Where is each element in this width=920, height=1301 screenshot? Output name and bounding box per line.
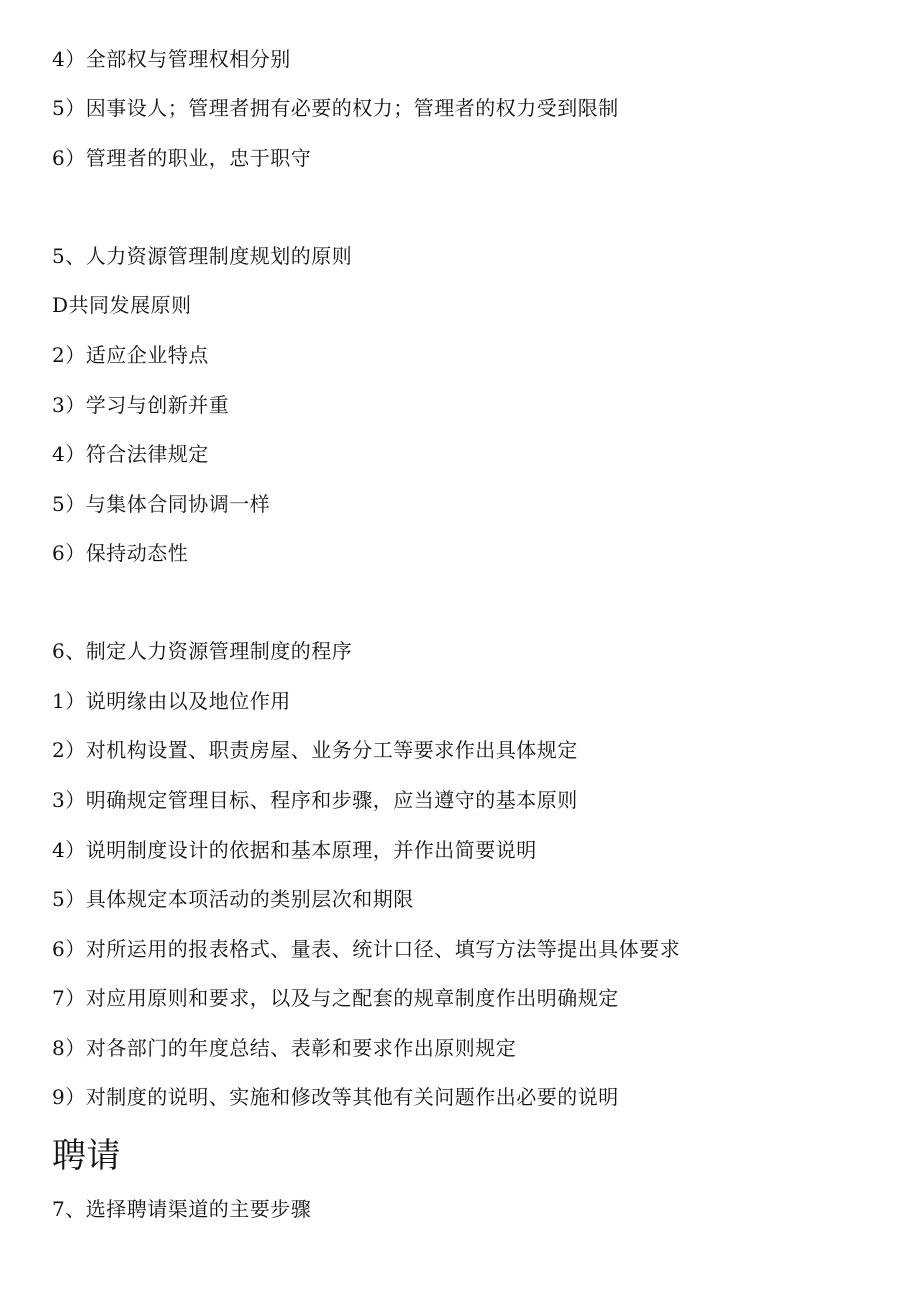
list-item: 2）对机构设置、职责房屋、业务分工等要求作出具体规定 bbox=[52, 738, 578, 762]
list-item: 4）全部权与管理权相分别 bbox=[52, 47, 291, 71]
list-item: 2）适应企业特点 bbox=[52, 343, 209, 367]
list-item: 3）明确规定管理目标、程序和步骤，应当遵守的基本原则 bbox=[52, 788, 578, 812]
section-heading: 7、选择聘请渠道的主要步骤 bbox=[52, 1197, 312, 1221]
chapter-heading: 聘请 bbox=[52, 1136, 121, 1176]
list-item: 8）对各部门的年度总结、表彰和要求作出原则规定 bbox=[52, 1036, 517, 1060]
list-item: 5）因事设人；管理者拥有必要的权力；管理者的权力受到限制 bbox=[52, 96, 619, 120]
list-item: D共同发展原则 bbox=[52, 293, 192, 317]
section-heading: 6、制定人力资源管理制度的程序 bbox=[52, 639, 353, 663]
list-item: 6）管理者的职业，忠于职守 bbox=[52, 146, 312, 170]
list-item: 5）与集体合同协调一样 bbox=[52, 492, 271, 516]
list-item: 9）对制度的说明、实施和修改等其他有关问题作出必要的说明 bbox=[52, 1085, 619, 1109]
list-item: 6）保持动态性 bbox=[52, 541, 189, 565]
list-item: 6）对所运用的报表格式、量表、统计口径、填写方法等提出具体要求 bbox=[52, 937, 681, 961]
list-item: 3）学习与创新并重 bbox=[52, 393, 230, 417]
list-item: 4）符合法律规定 bbox=[52, 442, 209, 466]
section-heading: 5、人力资源管理制度规划的原则 bbox=[52, 244, 353, 268]
list-item: 5）具体规定本项活动的类别层次和期限 bbox=[52, 887, 414, 911]
list-item: 1）说明缘由以及地位作用 bbox=[52, 689, 291, 713]
list-item: 4）说明制度设计的依据和基本原理，并作出简要说明 bbox=[52, 838, 537, 862]
list-item: 7）对应用原则和要求，以及与之配套的规章制度作出明确规定 bbox=[52, 986, 619, 1010]
